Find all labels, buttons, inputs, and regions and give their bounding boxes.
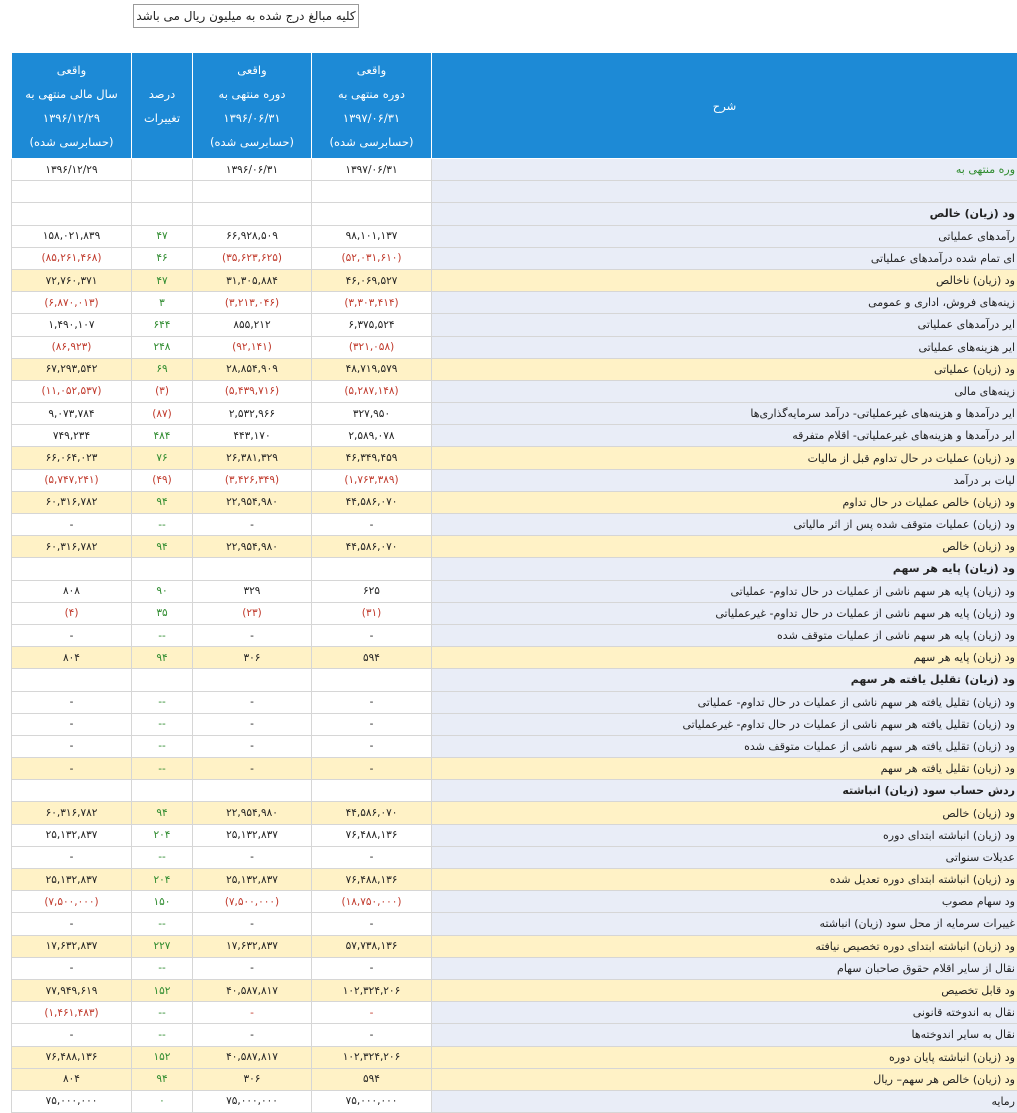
percent-change-cell: ۳	[132, 292, 193, 314]
value-p1396-cell: (۳,۲۱۳,۰۴۶)	[193, 292, 312, 314]
value-p1396-cell: ۲۲,۹۵۴,۹۸۰	[193, 491, 312, 513]
value-fy1396-cell: (۱۱,۰۵۲,۵۳۷)	[12, 380, 132, 402]
subtotal-row	[12, 536, 1017, 558]
value-p1397-cell: ۳۲۷,۹۵۰	[312, 403, 432, 425]
value-p1397-cell: ۱۰۲,۳۲۴,۲۰۶	[312, 979, 432, 1001]
description-cell: رآمدهای عملیاتی	[432, 225, 1017, 247]
value-fy1396-cell	[12, 203, 132, 225]
value-p1397-cell: -	[312, 846, 432, 868]
financial-table	[11, 52, 1017, 1113]
value-p1397-cell: ۶,۳۷۵,۵۲۴	[312, 314, 432, 336]
value-p1396-cell: ۳۲۹	[193, 580, 312, 602]
table-row	[12, 514, 1017, 536]
percent-change-cell: (۴۹)	[132, 469, 193, 491]
value-p1396-cell: (۵,۴۳۹,۷۱۶)	[193, 380, 312, 402]
table-row	[12, 624, 1017, 646]
percent-change-cell: (۸۷)	[132, 403, 193, 425]
description-cell: ود (زیان) پایه هر سهم	[432, 558, 1017, 580]
section-row	[12, 780, 1017, 802]
table-row	[12, 735, 1017, 757]
table-row	[12, 469, 1017, 491]
percent-change-cell: ۹۴	[132, 802, 193, 824]
percent-change-cell: ۰	[132, 1090, 193, 1112]
description-cell: ود سهام مصوب	[432, 891, 1017, 913]
value-fy1396-cell: ۶۰,۳۱۶,۷۸۲	[12, 491, 132, 513]
percent-change-cell: ۳۵	[132, 602, 193, 624]
value-p1396-cell: -	[193, 1002, 312, 1024]
percent-change-cell: --	[132, 624, 193, 646]
description-cell: ود (زیان) خالص	[432, 536, 1017, 558]
table-row	[12, 957, 1017, 979]
value-p1397-cell: ۱۳۹۷/۰۶/۳۱	[312, 159, 432, 181]
percent-change-cell: ۶۹	[132, 358, 193, 380]
value-p1397-cell: -	[312, 913, 432, 935]
percent-change-cell: (۳)	[132, 380, 193, 402]
value-fy1396-cell: ۷۶,۴۸۸,۱۳۶	[12, 1046, 132, 1068]
percent-change-cell: ۹۴	[132, 491, 193, 513]
table-row	[12, 1024, 1017, 1046]
subtotal-row	[12, 269, 1017, 291]
value-fy1396-cell: (۸۵,۲۶۱,۴۶۸)	[12, 247, 132, 269]
description-cell: ای تمام شده درآمدهای عملیاتی	[432, 247, 1017, 269]
table-row	[12, 159, 1017, 181]
subtotal-row	[12, 869, 1017, 891]
table-row	[12, 292, 1017, 314]
percent-change-cell	[132, 203, 193, 225]
value-p1396-cell: -	[193, 846, 312, 868]
value-p1397-cell: ۹۸,۱۰۱,۱۳۷	[312, 225, 432, 247]
value-p1396-cell: (۲۳)	[193, 602, 312, 624]
value-p1396-cell: (۳۵,۶۲۳,۶۲۵)	[193, 247, 312, 269]
value-p1397-cell: (۱۸,۷۵۰,۰۰۰)	[312, 891, 432, 913]
description-cell: ود (زیان) پایه هر سهم	[432, 647, 1017, 669]
percent-change-cell: --	[132, 913, 193, 935]
value-fy1396-cell: ۷۷,۹۴۹,۶۱۹	[12, 979, 132, 1001]
value-p1396-cell: -	[193, 735, 312, 757]
value-p1397-cell: (۳۲۱,۰۵۸)	[312, 336, 432, 358]
subtotal-row	[12, 758, 1017, 780]
table-row	[12, 336, 1017, 358]
percent-change-cell: ۱۵۰	[132, 891, 193, 913]
description-cell: ود (زیان) تقلیل یافته هر سهم	[432, 758, 1017, 780]
description-cell	[432, 181, 1017, 203]
value-fy1396-cell: ۶۰,۳۱۶,۷۸۲	[12, 536, 132, 558]
table-row	[12, 713, 1017, 735]
percent-change-cell: ۹۴	[132, 536, 193, 558]
percent-change-cell: --	[132, 758, 193, 780]
table-row	[12, 314, 1017, 336]
subtotal-row	[12, 979, 1017, 1001]
value-p1397-cell: ۷۶,۴۸۸,۱۳۶	[312, 869, 432, 891]
percent-change-cell: --	[132, 1024, 193, 1046]
header-description: شرح	[432, 53, 1017, 159]
value-p1396-cell: (۹۲,۱۴۱)	[193, 336, 312, 358]
table-row	[12, 691, 1017, 713]
description-cell: ود (زیان) عملیات در حال تداوم قبل از مالیات	[432, 447, 1017, 469]
description-cell: ود (زیان) انباشته ابتدای دوره تعدیل شده	[432, 869, 1017, 891]
percent-change-cell	[132, 780, 193, 802]
value-p1397-cell: ۵۹۴	[312, 1068, 432, 1090]
value-p1397-cell: -	[312, 624, 432, 646]
value-p1396-cell: -	[193, 514, 312, 536]
percent-change-cell	[132, 669, 193, 691]
value-fy1396-cell: -	[12, 514, 132, 536]
value-p1397-cell: ۶۲۵	[312, 580, 432, 602]
value-fy1396-cell: (۷,۵۰۰,۰۰۰)	[12, 891, 132, 913]
percent-change-cell: ۹۰	[132, 580, 193, 602]
value-p1397-cell: ۷۶,۴۸۸,۱۳۶	[312, 824, 432, 846]
value-p1397-cell: ۷۵,۰۰۰,۰۰۰	[312, 1090, 432, 1112]
description-cell: لیات بر درآمد	[432, 469, 1017, 491]
value-fy1396-cell: -	[12, 624, 132, 646]
table-header-row	[12, 53, 1017, 159]
table-row	[12, 846, 1017, 868]
value-p1397-cell: -	[312, 691, 432, 713]
table-row	[12, 580, 1017, 602]
value-p1396-cell: ۴۰,۵۸۷,۸۱۷	[193, 1046, 312, 1068]
percent-change-cell: --	[132, 735, 193, 757]
table-row	[12, 225, 1017, 247]
value-p1396-cell: ۱۳۹۶/۰۶/۳۱	[193, 159, 312, 181]
description-cell: ود (زیان) انباشته ابتدای دوره تخصیص نیافته	[432, 935, 1017, 957]
description-cell: وره منتهی به	[432, 159, 1017, 181]
value-fy1396-cell: ۷۴۹,۲۳۴	[12, 425, 132, 447]
value-p1397-cell: -	[312, 1002, 432, 1024]
value-fy1396-cell: ۲۵,۱۳۲,۸۳۷	[12, 824, 132, 846]
value-p1396-cell: (۳,۴۲۶,۳۴۹)	[193, 469, 312, 491]
description-cell: ود (زیان) عملیاتی	[432, 358, 1017, 380]
value-fy1396-cell: ۶۶,۰۶۴,۰۲۳	[12, 447, 132, 469]
value-p1397-cell	[312, 669, 432, 691]
value-p1396-cell: -	[193, 624, 312, 646]
value-p1397-cell: ۵۷,۷۳۸,۱۳۶	[312, 935, 432, 957]
value-p1396-cell: ۸۵۵,۲۱۲	[193, 314, 312, 336]
value-p1396-cell: ۳۱,۳۰۵,۸۸۴	[193, 269, 312, 291]
value-p1396-cell: (۷,۵۰۰,۰۰۰)	[193, 891, 312, 913]
section-row	[12, 558, 1017, 580]
section-row	[12, 669, 1017, 691]
value-p1397-cell	[312, 181, 432, 203]
units-note: کلیه مبالغ درج شده به میلیون ریال می باشد	[133, 4, 359, 28]
value-p1396-cell: ۲۶,۳۸۱,۳۲۹	[193, 447, 312, 469]
value-p1397-cell: ۴۸,۷۱۹,۵۷۹	[312, 358, 432, 380]
description-cell: ایر درآمدهای عملیاتی	[432, 314, 1017, 336]
value-p1397-cell: ۵۹۴	[312, 647, 432, 669]
value-p1397-cell: -	[312, 957, 432, 979]
description-cell: ود (زیان) پایه هر سهم ناشی از عملیات در حال تداوم- غیرعملیاتی	[432, 602, 1017, 624]
value-p1397-cell: ۴۶,۳۴۹,۴۵۹	[312, 447, 432, 469]
description-cell: ود (زیان) خالص	[432, 802, 1017, 824]
description-cell: عدیلات سنواتی	[432, 846, 1017, 868]
value-p1397-cell: ۱۰۲,۳۲۴,۲۰۶	[312, 1046, 432, 1068]
percent-change-cell: --	[132, 514, 193, 536]
description-cell: ود (زیان) عملیات متوقف شده پس از اثر مالیاتی	[432, 514, 1017, 536]
value-p1396-cell: ۲۲,۹۵۴,۹۸۰	[193, 536, 312, 558]
table-row	[12, 247, 1017, 269]
description-cell: ود (زیان) تقلیل یافته هر سهم ناشی از عملیات در حال تداوم- عملیاتی	[432, 691, 1017, 713]
percent-change-cell: ۴۸۴	[132, 425, 193, 447]
percent-change-cell: --	[132, 713, 193, 735]
value-p1396-cell: ۲۵,۱۳۲,۸۳۷	[193, 824, 312, 846]
value-p1396-cell: -	[193, 713, 312, 735]
header-period-1397: واقعی دوره منتهی به ۱۳۹۷/۰۶/۳۱ (حسابرسی شده)	[312, 53, 432, 159]
header-percent-change: درصد تغییرات	[132, 53, 193, 159]
percent-change-cell: --	[132, 1002, 193, 1024]
description-cell: رمایه	[432, 1090, 1017, 1112]
value-fy1396-cell: ۱,۴۹۰,۱۰۷	[12, 314, 132, 336]
value-fy1396-cell	[12, 669, 132, 691]
subtotal-row	[12, 935, 1017, 957]
description-cell: غییرات سرمایه از محل سود (زیان) انباشته	[432, 913, 1017, 935]
subtotal-row	[12, 802, 1017, 824]
description-cell: ود (زیان) انباشته پایان دوره	[432, 1046, 1017, 1068]
percent-change-cell: ۴۷	[132, 225, 193, 247]
description-cell: ود (زیان) خالص هر سهم– ریال	[432, 1068, 1017, 1090]
value-fy1396-cell: ۱۳۹۶/۱۲/۲۹	[12, 159, 132, 181]
value-p1396-cell: -	[193, 1024, 312, 1046]
value-fy1396-cell	[12, 181, 132, 203]
table-row	[12, 1002, 1017, 1024]
description-cell: ایر درآمدها و هزینه‌های غیرعملیاتی- درآمد سرمایه‌گذاری‌ها	[432, 403, 1017, 425]
value-p1396-cell	[193, 203, 312, 225]
value-p1396-cell: -	[193, 957, 312, 979]
value-fy1396-cell: ۸۰۸	[12, 580, 132, 602]
percent-change-cell: ۱۵۲	[132, 1046, 193, 1068]
description-cell: ود قابل تخصیص	[432, 979, 1017, 1001]
value-p1397-cell	[312, 558, 432, 580]
value-fy1396-cell: -	[12, 758, 132, 780]
value-p1396-cell: ۲۵,۱۳۲,۸۳۷	[193, 869, 312, 891]
value-p1396-cell: ۲۲,۹۵۴,۹۸۰	[193, 802, 312, 824]
value-p1397-cell	[312, 780, 432, 802]
header-period-1396: واقعی دوره منتهی به ۱۳۹۶/۰۶/۳۱ (حسابرسی شده)	[193, 53, 312, 159]
value-fy1396-cell: ۸۰۴	[12, 647, 132, 669]
value-p1396-cell: ۲۸,۸۵۴,۹۰۹	[193, 358, 312, 380]
table-row	[12, 380, 1017, 402]
description-cell: ود (زیان) تقلیل یافته هر سهم ناشی از عملیات متوقف شده	[432, 735, 1017, 757]
value-fy1396-cell: ۸۰۴	[12, 1068, 132, 1090]
value-fy1396-cell: ۹,۰۷۳,۷۸۴	[12, 403, 132, 425]
section-row	[12, 203, 1017, 225]
value-p1397-cell: ۲,۵۸۹,۰۷۸	[312, 425, 432, 447]
subtotal-row	[12, 647, 1017, 669]
value-p1396-cell: ۶۶,۹۲۸,۵۰۹	[193, 225, 312, 247]
table-body	[12, 159, 1017, 1113]
description-cell: ایر درآمدها و هزینه‌های غیرعملیاتی- اقلام متفرقه	[432, 425, 1017, 447]
percent-change-cell	[132, 558, 193, 580]
value-p1397-cell: -	[312, 735, 432, 757]
percent-change-cell: ۹۴	[132, 647, 193, 669]
value-p1397-cell: -	[312, 1024, 432, 1046]
value-p1397-cell: -	[312, 713, 432, 735]
value-fy1396-cell: -	[12, 713, 132, 735]
table-row	[12, 602, 1017, 624]
value-fy1396-cell: ۱۵۸,۰۲۱,۸۳۹	[12, 225, 132, 247]
value-fy1396-cell	[12, 558, 132, 580]
value-p1397-cell: (۵,۲۸۷,۱۴۸)	[312, 380, 432, 402]
percent-change-cell: ۲۰۴	[132, 824, 193, 846]
description-cell: ردش حساب سود (زیان) انباشته	[432, 780, 1017, 802]
description-cell: ود (زیان) تقلیل یافته هر سهم	[432, 669, 1017, 691]
value-fy1396-cell: -	[12, 846, 132, 868]
description-cell: ود (زیان) تقلیل یافته هر سهم ناشی از عملیات در حال تداوم- غیرعملیاتی	[432, 713, 1017, 735]
percent-change-cell: --	[132, 846, 193, 868]
value-p1396-cell: ۳۰۶	[193, 647, 312, 669]
value-fy1396-cell: (۴)	[12, 602, 132, 624]
description-cell: زینه‌های فروش، اداری و عمومی	[432, 292, 1017, 314]
percent-change-cell: ۲۰۴	[132, 869, 193, 891]
description-cell: ود (زیان) انباشته ابتدای دوره	[432, 824, 1017, 846]
description-cell: ایر هزینه‌های عملیاتی	[432, 336, 1017, 358]
value-p1396-cell: -	[193, 758, 312, 780]
value-p1397-cell: ۴۴,۵۸۶,۰۷۰	[312, 802, 432, 824]
table-row	[12, 403, 1017, 425]
value-p1397-cell	[312, 203, 432, 225]
value-p1397-cell: ۴۴,۵۸۶,۰۷۰	[312, 536, 432, 558]
value-fy1396-cell: ۲۵,۱۳۲,۸۳۷	[12, 869, 132, 891]
subtotal-row	[12, 1046, 1017, 1068]
value-fy1396-cell: (۸۶,۹۲۳)	[12, 336, 132, 358]
percent-change-cell: ۱۵۲	[132, 979, 193, 1001]
value-fy1396-cell: (۱,۴۶۱,۴۸۳)	[12, 1002, 132, 1024]
table-row	[12, 1090, 1017, 1112]
value-fy1396-cell: ۱۷,۶۳۲,۸۳۷	[12, 935, 132, 957]
percent-change-cell: ۴۶	[132, 247, 193, 269]
value-fy1396-cell: -	[12, 735, 132, 757]
value-p1396-cell: ۴۴۳,۱۷۰	[193, 425, 312, 447]
percent-change-cell	[132, 181, 193, 203]
value-p1396-cell	[193, 669, 312, 691]
percent-change-cell	[132, 159, 193, 181]
percent-change-cell: ۷۶	[132, 447, 193, 469]
value-fy1396-cell: ۶۰,۳۱۶,۷۸۲	[12, 802, 132, 824]
description-cell: ود (زیان) خالص عملیات در حال تداوم	[432, 491, 1017, 513]
table-row	[12, 913, 1017, 935]
value-p1396-cell	[193, 780, 312, 802]
subtotal-row	[12, 447, 1017, 469]
value-p1396-cell	[193, 181, 312, 203]
percent-change-cell: ۲۲۷	[132, 935, 193, 957]
description-cell: نقال از سایر اقلام حقوق صاحبان سهام	[432, 957, 1017, 979]
value-fy1396-cell: ۶۷,۲۹۳,۵۴۲	[12, 358, 132, 380]
value-p1396-cell: ۴۰,۵۸۷,۸۱۷	[193, 979, 312, 1001]
subtotal-row	[12, 1068, 1017, 1090]
value-fy1396-cell	[12, 780, 132, 802]
percent-change-cell: --	[132, 957, 193, 979]
value-p1397-cell: -	[312, 758, 432, 780]
value-fy1396-cell: -	[12, 691, 132, 713]
description-cell: ود (زیان) پایه هر سهم ناشی از عملیات در حال تداوم- عملیاتی	[432, 580, 1017, 602]
value-p1397-cell: (۳,۳۰۳,۴۱۴)	[312, 292, 432, 314]
percent-change-cell: --	[132, 691, 193, 713]
value-p1397-cell: ۴۶,۰۶۹,۵۲۷	[312, 269, 432, 291]
value-fy1396-cell: (۶,۸۷۰,۰۱۳)	[12, 292, 132, 314]
table-row	[12, 425, 1017, 447]
description-cell: ود (زیان) ناخالص	[432, 269, 1017, 291]
subtotal-row	[12, 491, 1017, 513]
header-fiscal-year-1396: واقعی سال مالی منتهی به ۱۳۹۶/۱۲/۲۹ (حسابرسی شده)	[12, 53, 132, 159]
value-p1396-cell: ۷۵,۰۰۰,۰۰۰	[193, 1090, 312, 1112]
table-row	[12, 824, 1017, 846]
value-p1397-cell: (۳۱)	[312, 602, 432, 624]
value-p1397-cell: (۱,۷۶۳,۳۸۹)	[312, 469, 432, 491]
description-cell: نقال به سایر اندوخته‌ها	[432, 1024, 1017, 1046]
value-fy1396-cell: -	[12, 913, 132, 935]
percent-change-cell: ۴۷	[132, 269, 193, 291]
description-cell: نقال به اندوخته قانونی	[432, 1002, 1017, 1024]
value-p1397-cell: -	[312, 514, 432, 536]
description-cell: ود (زیان) پایه هر سهم ناشی از عملیات متوقف شده	[432, 624, 1017, 646]
value-fy1396-cell: -	[12, 1024, 132, 1046]
value-fy1396-cell: ۷۵,۰۰۰,۰۰۰	[12, 1090, 132, 1112]
value-p1397-cell: (۵۲,۰۳۱,۶۱۰)	[312, 247, 432, 269]
percent-change-cell: ۹۴	[132, 1068, 193, 1090]
subtotal-row	[12, 358, 1017, 380]
value-p1396-cell: ۳۰۶	[193, 1068, 312, 1090]
value-p1396-cell: -	[193, 913, 312, 935]
value-p1396-cell	[193, 558, 312, 580]
value-p1396-cell: ۲,۵۳۲,۹۶۶	[193, 403, 312, 425]
table-row	[12, 891, 1017, 913]
value-fy1396-cell: (۵,۷۴۷,۲۴۱)	[12, 469, 132, 491]
table-row	[12, 181, 1017, 203]
description-cell: ود (زیان) خالص	[432, 203, 1017, 225]
value-fy1396-cell: ۷۲,۷۶۰,۳۷۱	[12, 269, 132, 291]
value-p1397-cell: ۴۴,۵۸۶,۰۷۰	[312, 491, 432, 513]
percent-change-cell: ۶۴۴	[132, 314, 193, 336]
percent-change-cell: ۲۴۸	[132, 336, 193, 358]
value-fy1396-cell: -	[12, 957, 132, 979]
value-p1396-cell: ۱۷,۶۳۲,۸۳۷	[193, 935, 312, 957]
description-cell: زینه‌های مالی	[432, 380, 1017, 402]
value-p1396-cell: -	[193, 691, 312, 713]
